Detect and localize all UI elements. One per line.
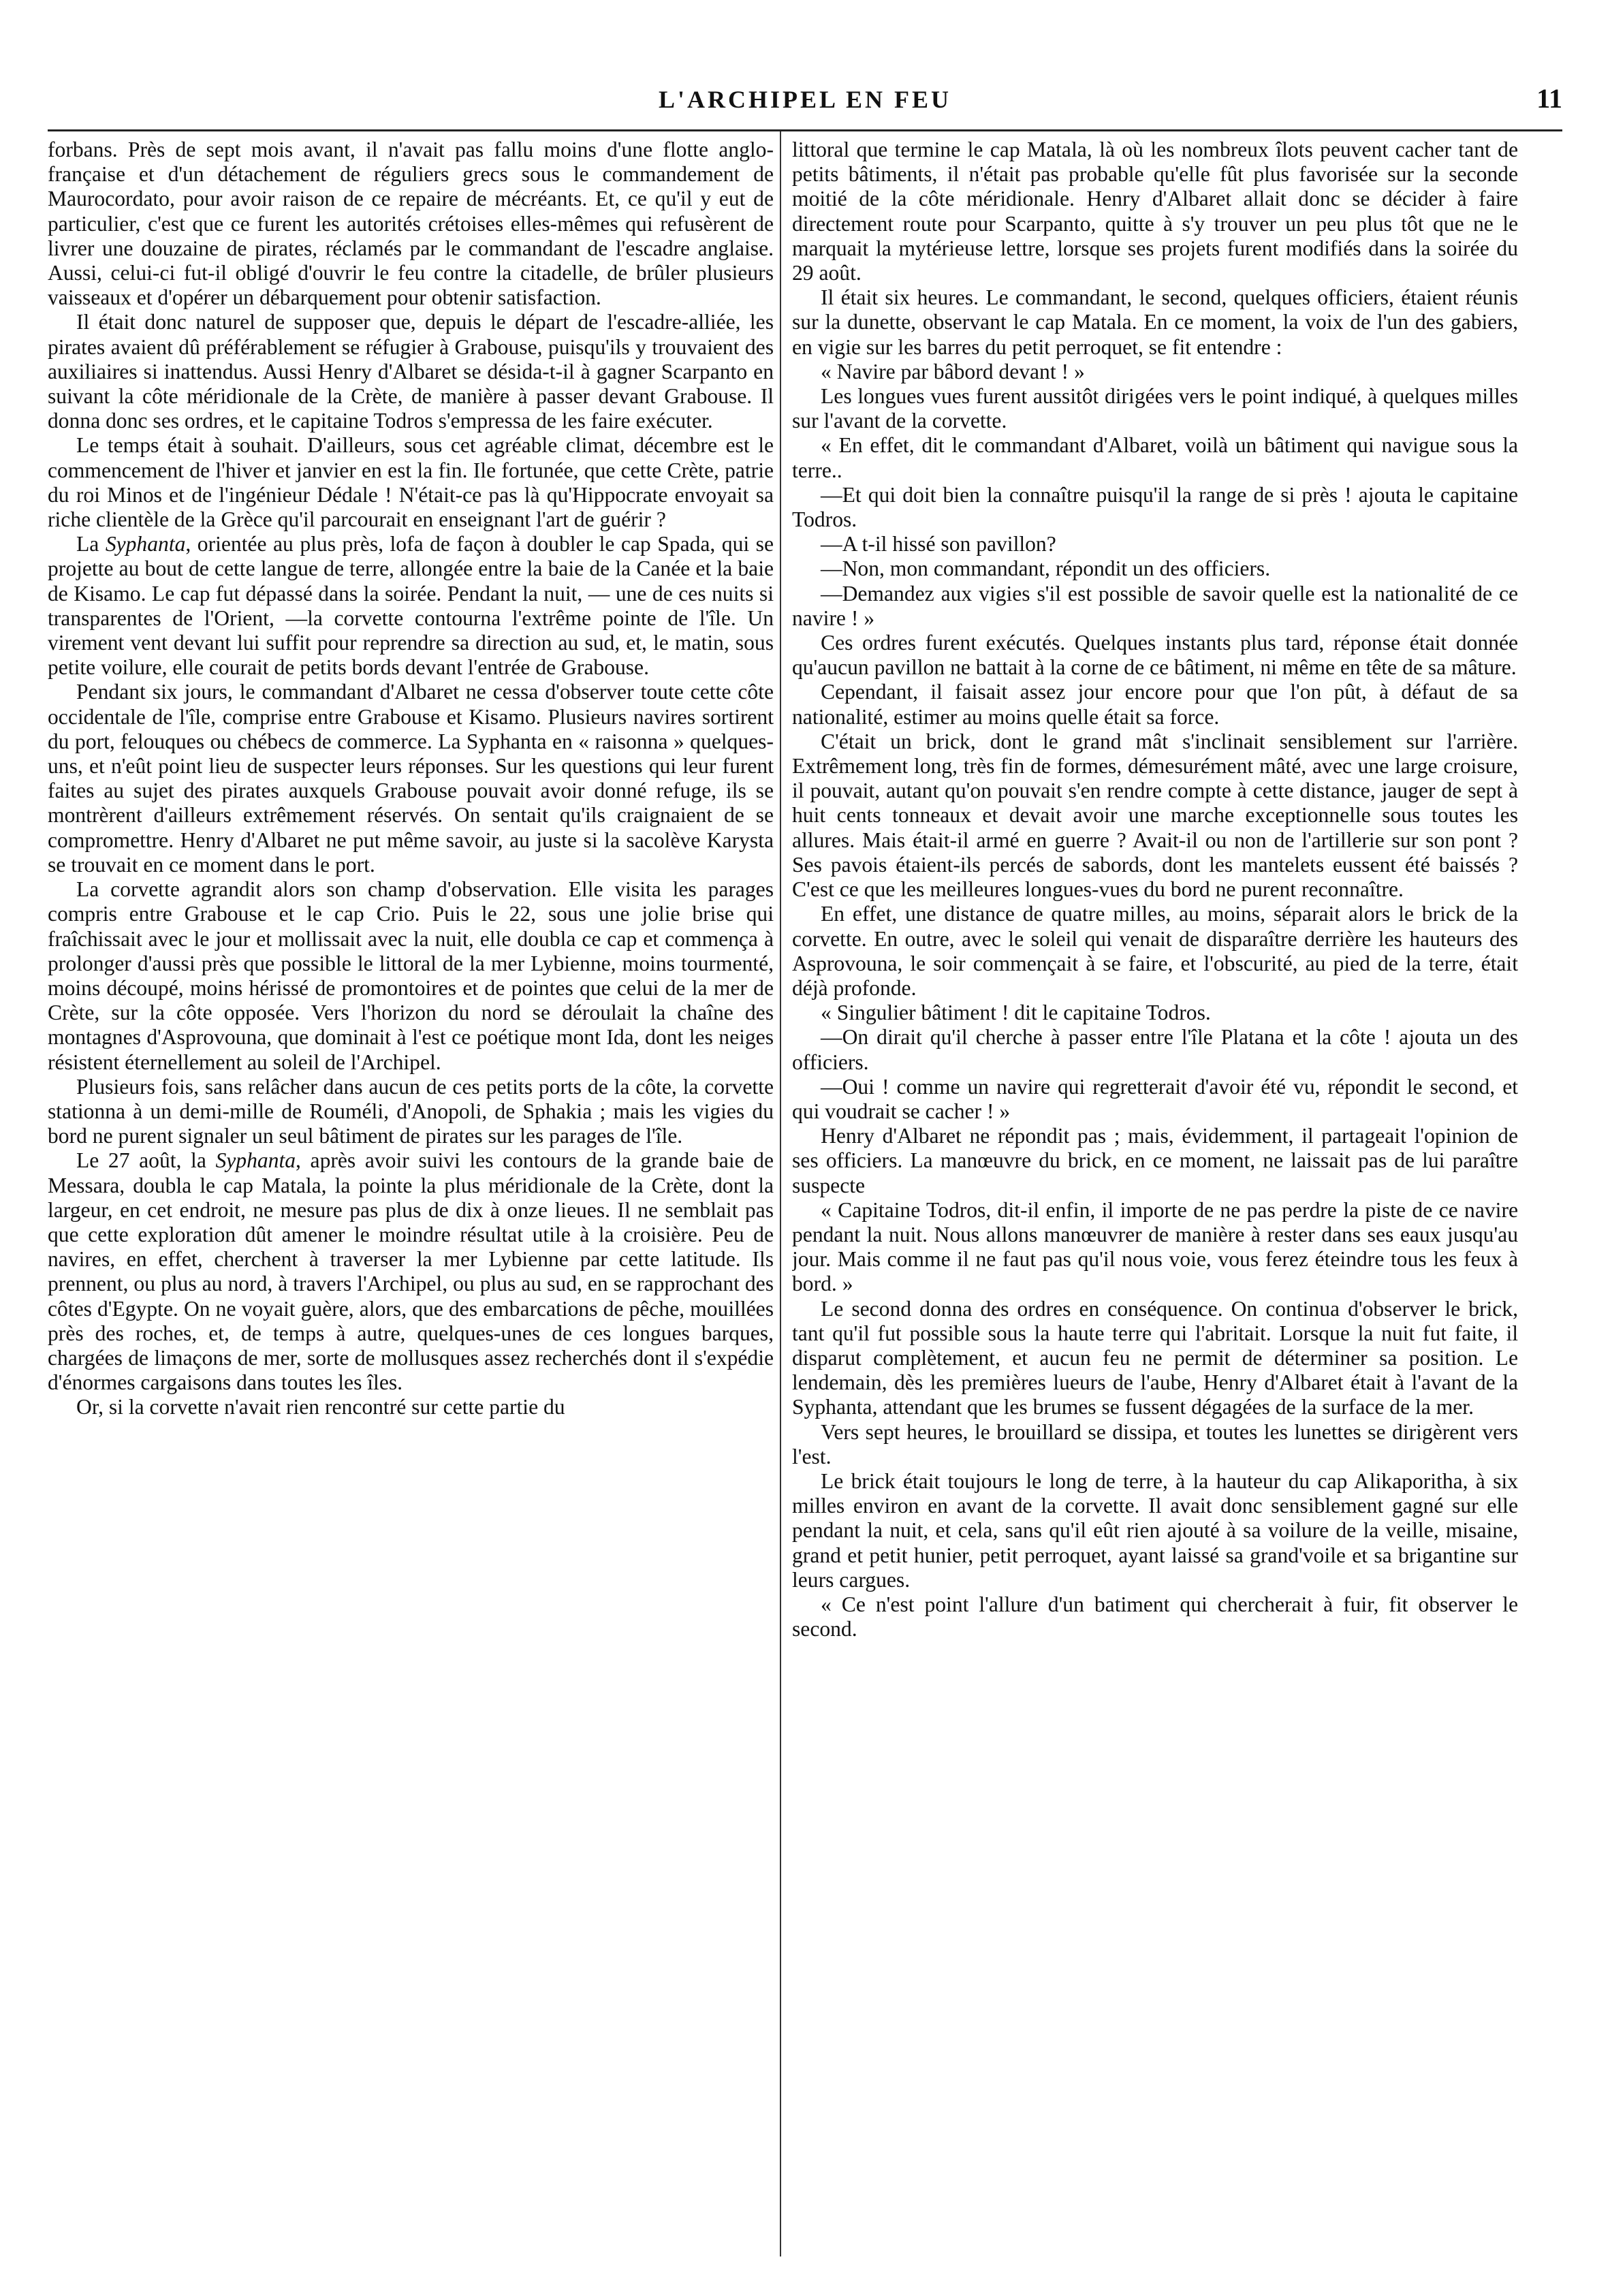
paragraph-text: « Capitaine Todros, dit-il enfin, il importe de ne pas perdre la piste de ce navire pendant la nuit. Nous allons manœuvrer de manière à rester dans ses eaux jusqu'au jour. Mais comme il ne faut pas qu'il nous voie, vous ferez éteindre tous les feux à bord. » [792, 1197, 1518, 1296]
paragraph-text: littoral que termine le cap Matala, là où les nombreux îlots peuvent cacher tant de petits bâtiments, il n'était pas probable qu'elle fût plus favorisée sur la seconde moitié de la côte méridionale. Henry d'Albaret allait donc se décider à faire directement route pour Scarpanto, quitte à s'y trouver un peu plus tôt que ne le marquait la mytérieuse lettre, lorsque ses projets furent modifiés dans la soirée du 29 août. [792, 138, 1518, 285]
paragraph [48, 877, 774, 1075]
paragraph [792, 631, 1518, 680]
paragraph-lead: Le 27 août, la [76, 1148, 216, 1173]
paragraph-text: Il était donc naturel de supposer que, depuis le départ de l'escadre-alliée, les pirates avaient dû préférablement se réfugier à Grabouse, puisqu'ils y trouvaient des auxiliaires si inattendus. Aussi Henry d'Albaret se désida-t-il à gagner Scarpanto en suivant la côte méridionale de la Crète, de manière à passer devant Grabouse. Il donna donc ses ordres, et le capitaine Todros s'empressa de les faire exécuter. [48, 310, 774, 433]
paragraph [792, 902, 1518, 1001]
paragraph-text: —On dirait qu'il cherche à passer entre l'île Platana et la côte ! ajouta un des officiers. [792, 1025, 1518, 1074]
header-rule [48, 129, 1562, 131]
paragraph-text: C'était un brick, dont le grand mât s'inclinait sensiblement sur l'arrière. Extrêmement long, très fin de formes, démesurément mâté, avec une large croisure, il pouvait, autant qu'on pouvait s'en rendre compte à cette distance, jauger de sept à huit cents tonneaux et devait avoir une marche exceptionnelle sous toutes les allures. Mais était-il armé en guerre ? Avait-il ou non de l'artillerie sur son pont ? Ses pavois étaient-ils percés de sabords, dont les mantelets eussent été baissés ? C'est ce que les meilleures longues-vues du bord ne purent reconnaître. [792, 729, 1518, 902]
paragraph [48, 1395, 774, 1419]
paragraph-text: , après avoir suivi les contours de la grande baie de Messara, doubla le cap Matala, la pointe la plus méridionale de la Crète, dont la largeur, en cet endroit, ne mesure pas plus de dix à onze lieues. Il ne semblait pas que cette exploration dût amener le moindre résultat utile à la croisière. Peu de navires, en effet, cherchent à traverser la mer Lybienne par cette latitude. Ils prennent, ou plus au nord, à travers l'Archipel, ou plus au sud, en se rapprochant des côtes d'Egypte. On ne voyait guère, alors, que des embarcations de pêche, mouillées près des roches, et, de temps à autre, quelques-unes de ces longues barques, chargées de limaçons de mer, sorte de mollusques assez recherchés dont il s'expédie d'énormes cargaisons dans toutes les îles. [48, 1148, 774, 1395]
paragraph [792, 360, 1518, 384]
running-title: L'ARCHIPEL EN FEU [658, 86, 952, 113]
paragraph [792, 1297, 1518, 1420]
paragraph [792, 1025, 1518, 1074]
paragraph-text: Plusieurs fois, sans relâcher dans aucun de ces petits ports de la côte, la corvette stationna à un demi-mille de Rouméli, d'Anopoli, de Sphakia ; mais les vigies du bord ne purent signaler un seul bâtiment de pirates sur les parages de l'île. [48, 1074, 774, 1148]
paragraph-text: Les longues vues furent aussitôt dirigées vers le point indiqué, à quelques milles sur l'avant de la corvette. [792, 384, 1518, 433]
paragraph [792, 285, 1518, 360]
paragraph [792, 1075, 1518, 1124]
left-column [48, 138, 774, 2263]
paragraph [792, 433, 1518, 482]
paragraph [792, 582, 1518, 631]
paragraph-text: —Demandez aux vigies s'il est possible de savoir quelle est la nationalité de ce navire ! » [792, 581, 1518, 630]
paragraph [792, 680, 1518, 729]
paragraph-text: Vers sept heures, le brouillard se dissipa, et toutes les lunettes se dirigèrent vers l'est. [792, 1419, 1518, 1468]
paragraph [792, 729, 1518, 902]
paragraph-text: La corvette agrandit alors son champ d'observation. Elle visita les parages compris entre Grabouse et le cap Crio. Puis le 22, sous une jolie brise qui fraîchissait avec le jour et mollissait avec la nuit, elle doubla ce cap et commença à prolonger d'aussi près que possible le littoral de la mer Lybienne, moins tourmenté, moins découpé, moins hérissé de promontoires et de pointes que celui de la mer de Crète, sur la côte opposée. Vers l'horizon du nord se déroulait la chaîne des montagnes d'Asprovouna, que dominait à l'est ce poétique mont Ida, dont les neiges résistent éternellement au soleil de l'Archipel. [48, 877, 774, 1074]
paragraph-text: , orientée au plus près, lofa de façon à doubler le cap Spada, qui se projette au bout de cette langue de terre, allongée entre la baie de la Canée et la baie de Kisamo. Le cap fut dépassé dans la soirée. Pendant la nuit, — une de ces nuits si transparentes de l'Orient, —la corvette contourna l'extrême pointe de l'île. Un virement vent devant lui suffit pour reprendre sa direction au sud, et, le matin, sous petite voilure, elle courait de petits bords devant l'entrée de Grabouse. [48, 532, 774, 680]
paragraph-text: En effet, une distance de quatre milles, au moins, séparait alors le brick de la corvette. En outre, avec le soleil qui venait de disparaître derrière les hauteurs des Asprovouna, le soir commençait à se faire, et l'obscurité, au pied de la terre, était déjà profonde. [792, 902, 1518, 1000]
paragraph-text: Cependant, il faisait assez jour encore pour que l'on pût, à défaut de sa nationalité, estimer au moins quelle était sa force. [792, 680, 1518, 729]
paragraph [792, 532, 1518, 556]
ship-name: Syphanta [105, 532, 186, 556]
paragraph [48, 1075, 774, 1149]
paragraph-text: —Et qui doit bien la connaître puisqu'il la range de si près ! ajouta le capitaine Todros. [792, 482, 1518, 532]
paragraph-text: Le temps était à souhait. D'ailleurs, sous cet agréable climat, décembre est le commencement de l'hiver et janvier en est la fin. Ile fortunée, que cette Crète, patrie du roi Minos et de l'ingénieur Dédale ! N'était-ce pas là qu'Hippocrate envoyait sa riche clientèle de la Grèce qu'il parcourait en enseignant l'art de guérir ? [48, 433, 774, 532]
ship-name: Syphanta [215, 1148, 296, 1173]
paragraph-text: Ces ordres furent exécutés. Quelques instants plus tard, réponse était donnée qu'aucun pavillon ne battait à la corne de ce bâtiment, ni même en tête de sa mâture. [792, 631, 1518, 680]
running-head [48, 85, 1562, 133]
paragraph [48, 1148, 774, 1395]
paragraph [48, 532, 774, 680]
paragraph-text: —Oui ! comme un navire qui regretterait d'avoir été vu, répondit le second, et qui voudrait se cacher ! » [792, 1074, 1518, 1123]
paragraph [792, 1198, 1518, 1297]
paragraph-text: « Singulier bâtiment ! dit le capitaine Todros. [821, 1001, 1211, 1025]
paragraph-text: Henry d'Albaret ne répondit pas ; mais, évidemment, il partageait l'opinion de ses officiers. La manœuvre du brick, en ce moment, ne laissait pas de lui paraître suspecte [792, 1124, 1518, 1197]
right-column [792, 138, 1518, 2263]
paragraph-lead: La [76, 532, 106, 556]
paragraph-text: Le brick était toujours le long de terre, à la hauteur du cap Alikaporitha, à six milles environ en avant de la corvette. Il avait donc sensiblement gagné sur elle pendant la nuit, et cela, sans qu'il eût rien ajouté à sa voilure de la veille, misaine, grand et petit hunier, petit perroquet, ayant laissé sa grand'voile et sa brigantine sur leurs cargues. [792, 1468, 1518, 1592]
paragraph-text: —A t-il hissé son pavillon? [821, 532, 1056, 556]
paragraph [792, 556, 1518, 581]
paragraph-text: Pendant six jours, le commandant d'Albaret ne cessa d'observer toute cette côte occidentale de l'île, comprise entre Grabouse et Kisamo. Plusieurs navires sortirent du port, felouques ou chébecs de commerce. La Syphanta en « raisonna » quelques-uns, et n'eût point lieu de suspecter leurs réponses. Sur les questions qui leur furent faites au sujet des pirates auxquels Grabouse pouvait avoir donné refuge, ils se montrèrent d'ailleurs extrêmement réservés. On sentait qu'ils craignaient de se compromettre. Henry d'Albaret ne put même savoir, au juste si la sacolève Karysta se trouvait en ce moment dans le port. [48, 680, 774, 877]
paragraph [792, 384, 1518, 433]
paragraph-text: Or, si la corvette n'avait rien rencontré sur cette partie du [76, 1395, 565, 1419]
paragraph [792, 1001, 1518, 1025]
paragraph [48, 680, 774, 877]
paragraph [48, 433, 774, 532]
paragraph [792, 138, 1518, 285]
paragraph [48, 310, 774, 433]
paragraph-text: Il était six heures. Le commandant, le second, quelques officiers, étaient réunis sur la dunette, observant le cap Matala. En ce moment, la voix de l'un des gabiers, en vigie sur les barres du petit perroquet, se fit entendre : [792, 285, 1518, 359]
column-divider [780, 131, 781, 2256]
paragraph-text: forbans. Près de sept mois avant, il n'avait pas fallu moins d'une flotte anglo-française et d'un détachement de réguliers grecs sous le commandement de Maurocordato, pour avoir raison de ce repaire de mécréants. Et, ce qu'il y eut de particulier, c'est que ce furent les autorités crétoises elles-mêmes qui refusèrent de livrer une douzaine de pirates, réclamés par le commandant de l'escadre anglaise. Aussi, celui-ci fut-il obligé d'ouvrir le feu contre la citadelle, de brûler plusieurs vaisseaux et d'opérer un débarquement pour obtenir satisfaction. [48, 138, 774, 310]
paragraph-text: « Ce n'est point l'allure d'un batiment qui chercherait à fuir, fit observer le second. [792, 1592, 1518, 1641]
paragraph [792, 1592, 1518, 1641]
paragraph-text: « En effet, dit le commandant d'Albaret, voilà un bâtiment qui navigue sous la terre.. [792, 433, 1518, 482]
paragraph [48, 138, 774, 310]
paragraph-text: « Navire par bâbord devant ! » [821, 359, 1085, 383]
paragraph-text: —Non, mon commandant, répondit un des officiers. [821, 556, 1271, 581]
page-number: 11 [1536, 83, 1562, 114]
paragraph [792, 1420, 1518, 1469]
paragraph [792, 1124, 1518, 1198]
paragraph [792, 483, 1518, 532]
paragraph [792, 1469, 1518, 1592]
paragraph-text: Le second donna des ordres en conséquence. On continua d'observer le brick, tant qu'il fut possible sous la haute terre qui l'abritait. Lorsque la nuit fut faite, il disparut complètement, et aucun feu ne permit de déterminer sa position. Le lendemain, dès les premières lueurs de l'aube, Henry d'Albaret était à l'avant de la Syphanta, attendant que les brumes se fussent dégagées de la surface de la mer. [792, 1296, 1518, 1419]
